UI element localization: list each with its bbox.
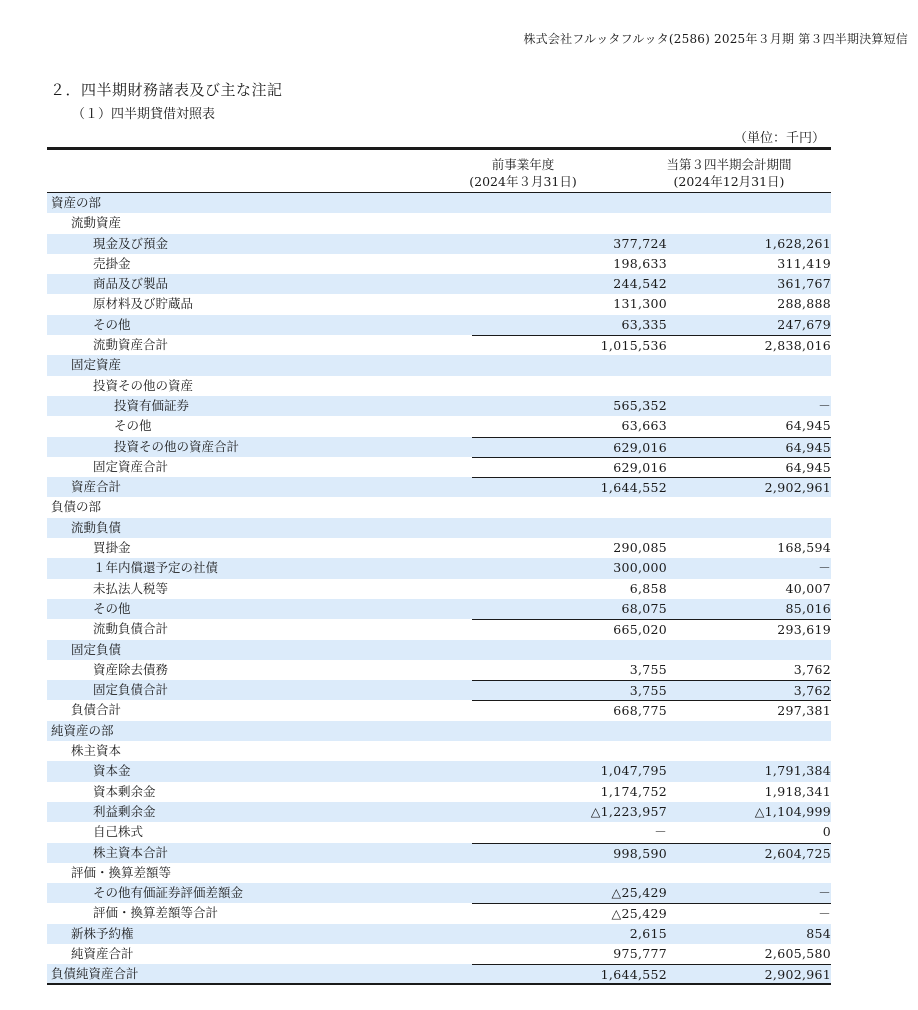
balance-sheet-table [47, 193, 831, 985]
current-quarter-value [635, 640, 831, 660]
current-quarter-value: 854 [806, 925, 831, 941]
row-label: １年内償還予定の社債 [93, 560, 219, 576]
current-quarter-value: － [635, 903, 831, 923]
row-label: 株主資本合計 [93, 844, 169, 860]
row-label: 流動資産 [71, 215, 122, 231]
prior-year-value: 63,663 [621, 418, 667, 434]
row-label: 資本剰余金 [93, 783, 156, 799]
current-quarter-value: 64,945 [785, 418, 831, 434]
current-quarter-value: － [818, 560, 831, 576]
column-header-prior-year [423, 156, 623, 190]
current-quarter-value: 293,619 [635, 619, 831, 639]
table-row [47, 335, 831, 355]
current-quarter-value [635, 741, 831, 761]
column-header-current-quarter-date: (2024年12月31日) [673, 174, 785, 189]
row-label: 商品及び製品 [93, 276, 169, 292]
current-quarter-value: 3,762 [793, 661, 831, 677]
row-label: 投資その他の資産合計 [114, 438, 240, 454]
row-label: 投資有価証券 [114, 397, 190, 413]
prior-year-value: 1,015,536 [472, 335, 667, 355]
table-row [47, 843, 831, 863]
column-header-current-quarter [629, 156, 829, 190]
table-row [47, 518, 831, 538]
row-label: その他 [114, 418, 152, 434]
table-row [47, 315, 831, 335]
prior-year-value: 1,644,552 [472, 964, 667, 982]
row-label: 株主資本 [71, 743, 122, 759]
table-row [47, 883, 831, 903]
prior-year-value: 198,633 [613, 255, 667, 271]
table-row [47, 437, 831, 457]
table-row [47, 944, 831, 964]
table-row [47, 680, 831, 700]
table-row [47, 903, 831, 923]
current-quarter-value: 64,945 [635, 457, 831, 477]
row-label: 買掛金 [93, 540, 131, 556]
table-row [47, 579, 831, 599]
row-label: 負債純資産合計 [51, 966, 139, 982]
current-quarter-value: △1,104,999 [754, 803, 831, 819]
prior-year-value: 998,590 [472, 843, 667, 863]
row-label: 流動資産合計 [93, 337, 169, 353]
current-quarter-value: 297,381 [635, 700, 831, 720]
prior-year-value: 63,335 [621, 316, 667, 332]
table-row [47, 924, 831, 944]
current-quarter-value: 2,838,016 [635, 335, 831, 355]
prior-year-value: 629,016 [472, 437, 667, 457]
table-row [47, 660, 831, 680]
table-row [47, 416, 831, 436]
table-row [47, 599, 831, 619]
current-quarter-value [635, 213, 831, 233]
current-quarter-value: 0 [822, 824, 831, 840]
subsection-title: （１）四半期貸借対照表 [72, 107, 216, 122]
row-label: 固定資産 [71, 357, 122, 373]
current-quarter-value [635, 497, 831, 517]
table-row [47, 802, 831, 822]
current-quarter-value: 311,419 [777, 255, 831, 271]
current-quarter-value: 2,604,725 [635, 843, 831, 863]
prior-year-value: 629,016 [472, 457, 667, 477]
current-quarter-value: 361,767 [777, 276, 831, 292]
row-label: 流動負債 [71, 519, 122, 535]
table-row [47, 700, 831, 720]
prior-year-value: 300,000 [613, 560, 667, 576]
row-label: 売掛金 [93, 255, 131, 271]
current-quarter-value: － [818, 397, 831, 413]
prior-year-value: 665,020 [472, 619, 667, 639]
table-row [47, 964, 831, 984]
prior-year-value: 1,047,795 [600, 763, 667, 779]
prior-year-value: △25,429 [611, 885, 667, 901]
row-label: 純資産合計 [71, 945, 134, 961]
table-row [47, 538, 831, 558]
row-label: 資産除去債務 [93, 661, 169, 677]
table-row [47, 619, 831, 639]
row-label: 流動負債合計 [93, 621, 169, 637]
column-header-prior-year-date: (2024年３月31日) [469, 174, 577, 189]
current-quarter-value: 1,628,261 [764, 235, 831, 251]
row-label: 資本金 [93, 763, 131, 779]
current-quarter-value: － [818, 885, 831, 901]
current-quarter-value [635, 518, 831, 538]
row-label: 原材料及び貯蔵品 [93, 296, 194, 312]
current-quarter-value: 168,594 [777, 540, 831, 556]
prior-year-value: 6,858 [629, 580, 667, 596]
prior-year-value: 244,542 [613, 276, 667, 292]
row-label: 投資その他の資産 [93, 377, 194, 393]
prior-year-value: 1,644,552 [472, 477, 667, 497]
prior-year-value: 377,724 [613, 235, 667, 251]
table-row [47, 741, 831, 761]
current-quarter-value [635, 355, 831, 375]
prior-year-value: 2,615 [629, 925, 667, 941]
row-label: 利益剰余金 [93, 803, 156, 819]
column-header-prior-year-title: 前事業年度 [491, 157, 555, 172]
table-row [47, 782, 831, 802]
prior-year-value: 131,300 [613, 296, 667, 312]
current-quarter-value: 288,888 [777, 296, 831, 312]
current-quarter-value [635, 721, 831, 741]
row-label: その他 [93, 600, 131, 616]
prior-year-value: － [654, 824, 667, 840]
table-row [47, 294, 831, 314]
table-row [47, 355, 831, 375]
row-label: 固定資産合計 [93, 458, 169, 474]
prior-year-value: △1,223,957 [590, 803, 667, 819]
table-row [47, 640, 831, 660]
current-quarter-value: 40,007 [785, 580, 831, 596]
prior-year-value: 975,777 [613, 945, 667, 961]
table-row [47, 457, 831, 477]
row-label: 資産合計 [71, 479, 122, 495]
table-row [47, 558, 831, 578]
table-row [47, 376, 831, 396]
prior-year-value: 668,775 [472, 700, 667, 720]
row-label: 新株予約権 [71, 925, 134, 941]
table-row [47, 213, 831, 233]
prior-year-value: 68,075 [621, 600, 667, 616]
table-row [47, 477, 831, 497]
table-row [47, 497, 831, 517]
row-label: その他 [93, 316, 131, 332]
table-row [47, 274, 831, 294]
current-quarter-value [635, 863, 831, 883]
prior-year-value: △25,429 [472, 903, 667, 923]
section-title: ２．四半期財務諸表及び主な注記 [50, 81, 283, 99]
table-top-rule [47, 147, 831, 150]
row-label: 評価・換算差額等 [71, 864, 172, 880]
row-label: 資産の部 [51, 195, 102, 210]
current-quarter-value: 1,791,384 [764, 763, 831, 779]
current-quarter-value: 3,762 [635, 680, 831, 700]
current-quarter-value: 64,945 [635, 437, 831, 457]
current-quarter-value: 2,605,580 [764, 945, 831, 961]
company-name: 株式会社フルッタフルッタ(2586) [523, 32, 711, 46]
prior-year-value: 565,352 [613, 397, 667, 413]
current-quarter-value: 2,902,961 [635, 964, 831, 982]
row-label: 純資産の部 [51, 722, 114, 738]
table-row [47, 761, 831, 781]
table-row [47, 721, 831, 741]
prior-year-value: 3,755 [472, 680, 667, 700]
table-row [47, 396, 831, 416]
prior-year-value: 1,174,752 [600, 783, 667, 799]
unit-label: （単位：千円） [734, 131, 826, 146]
current-quarter-value [635, 193, 831, 213]
row-label: 固定負債 [71, 641, 122, 657]
table-row [47, 193, 831, 213]
current-quarter-value [635, 376, 831, 396]
column-header-current-quarter-title: 当第３四半期会計期間 [666, 157, 792, 172]
prior-year-value: 3,755 [629, 661, 667, 677]
fiscal-period: 2025年３月期 [714, 32, 795, 46]
table-row [47, 234, 831, 254]
current-quarter-value: 1,918,341 [764, 783, 831, 799]
row-label: 現金及び預金 [93, 235, 169, 251]
row-label: 自己株式 [93, 824, 144, 840]
current-quarter-value: 85,016 [785, 600, 831, 616]
row-label: 未払法人税等 [93, 580, 169, 596]
row-label: 負債の部 [51, 499, 102, 515]
table-row [47, 254, 831, 274]
row-label: その他有価証券評価差額金 [93, 885, 244, 901]
row-label: 評価・換算差額等合計 [93, 905, 219, 921]
report-title: 第３四半期決算短信 [798, 32, 908, 46]
current-quarter-value: 2,902,961 [635, 477, 831, 497]
row-label: 負債合計 [71, 702, 122, 718]
table-row [47, 822, 831, 842]
table-row [47, 863, 831, 883]
page-header [523, 30, 908, 47]
current-quarter-value: 247,679 [777, 316, 831, 332]
prior-year-value: 290,085 [613, 540, 667, 556]
row-label: 固定負債合計 [93, 682, 169, 698]
